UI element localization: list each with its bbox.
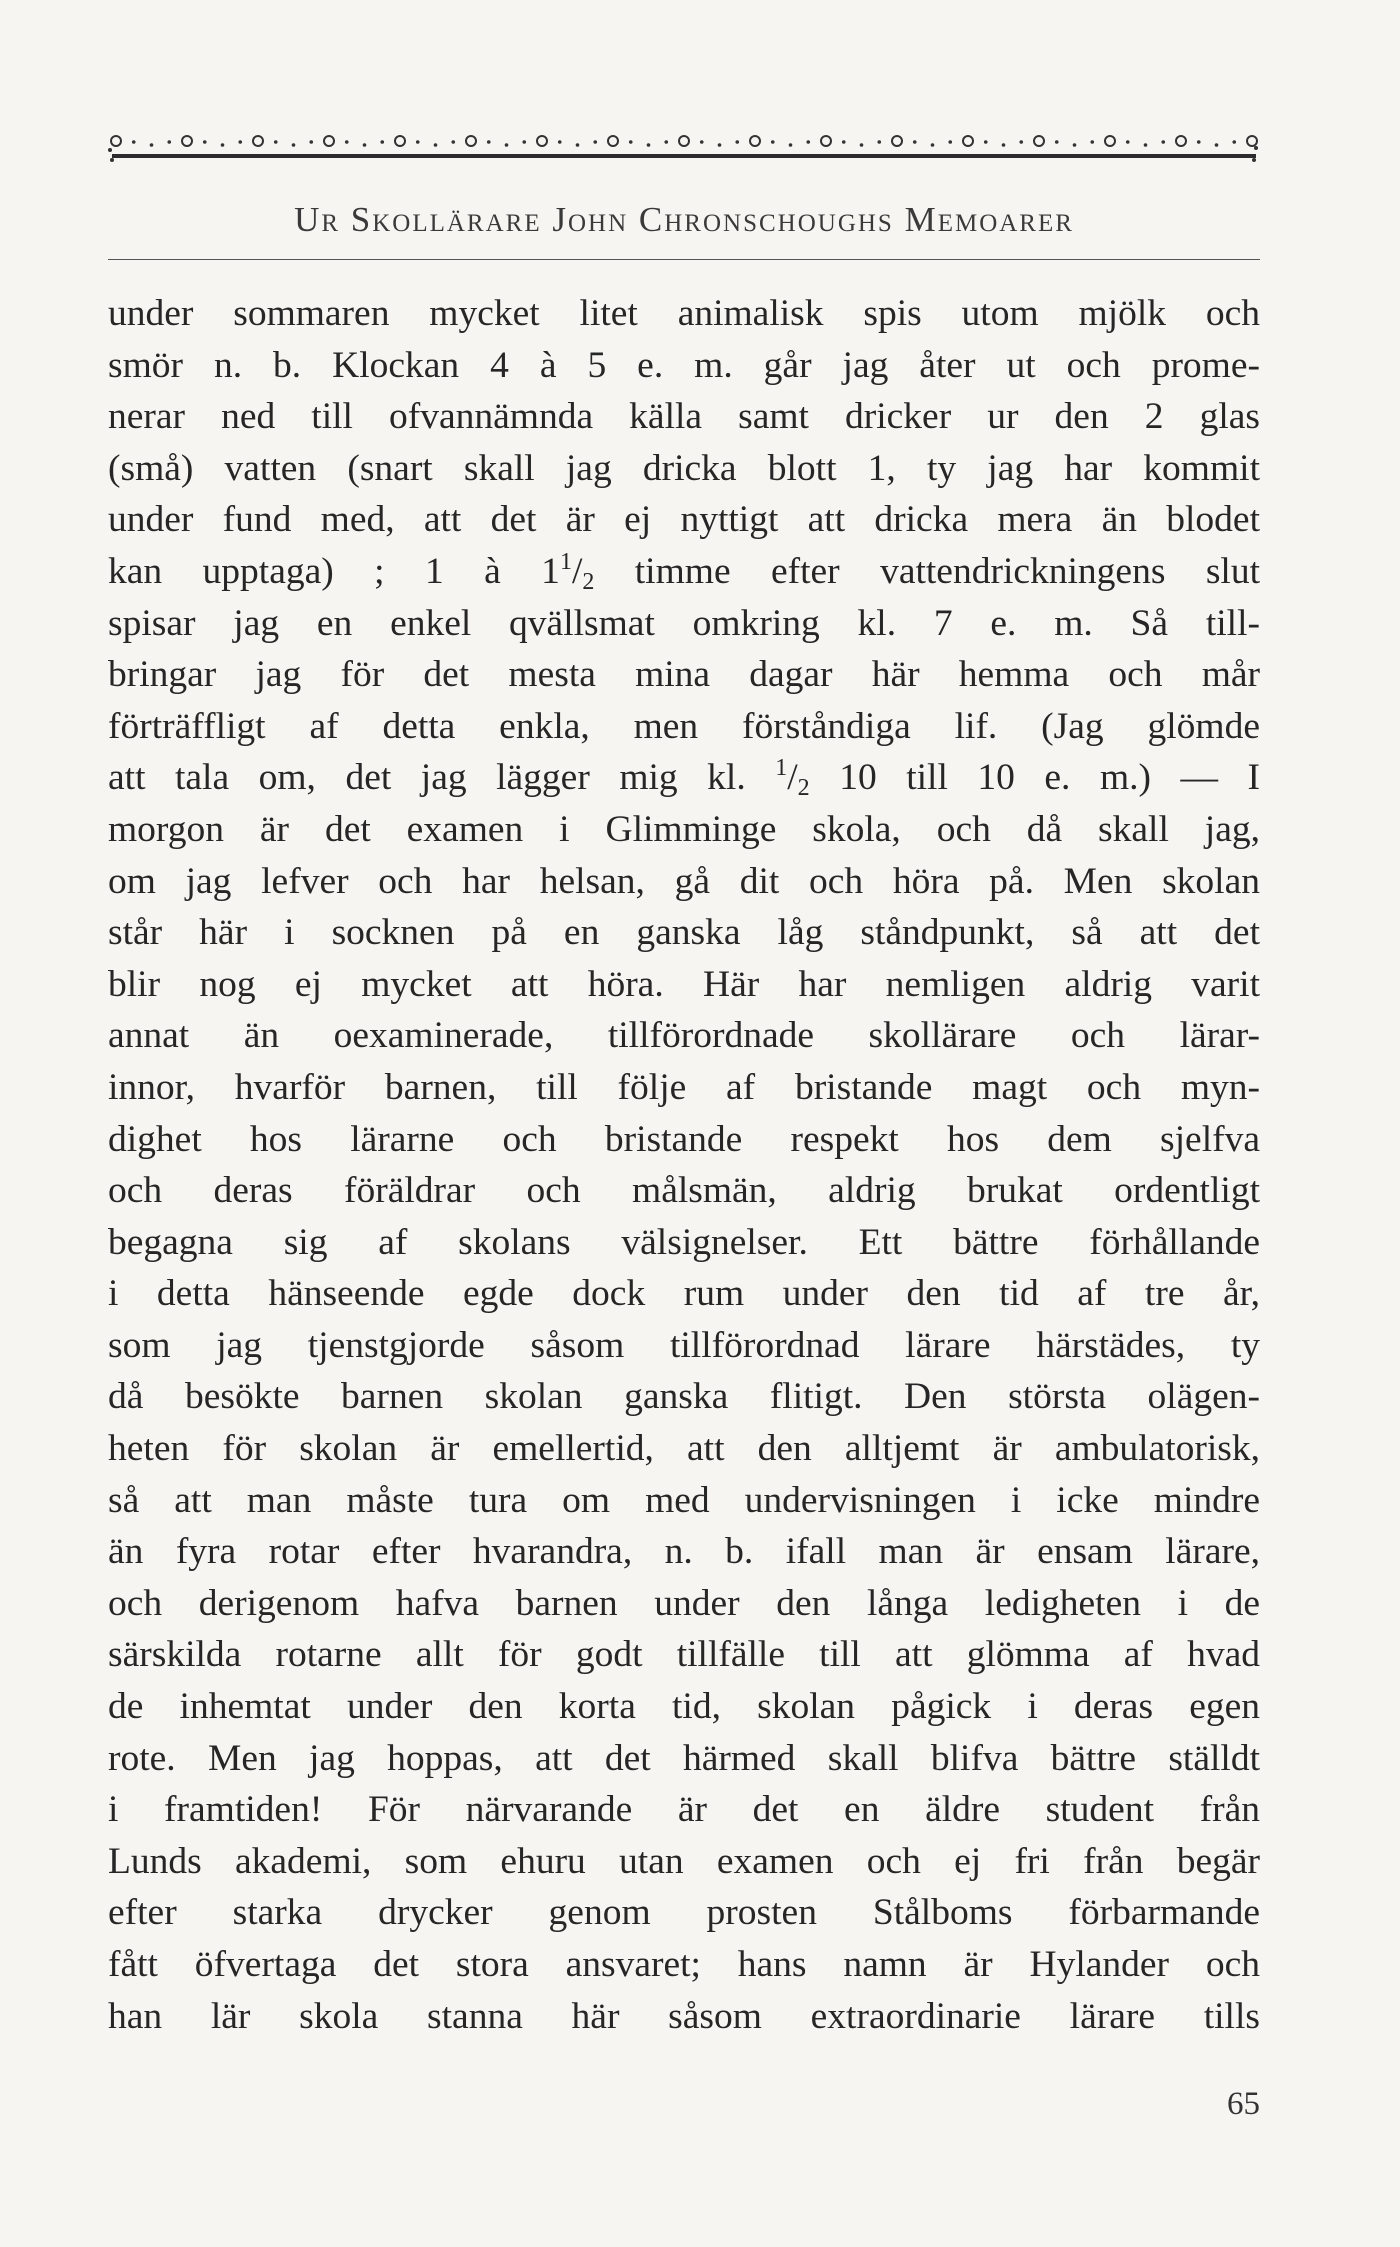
text-line [108, 1320, 1260, 1372]
ornament-dot [150, 143, 154, 147]
ornament-dot [700, 140, 704, 144]
ornament-ring [892, 136, 902, 146]
ornament-dot [984, 140, 988, 144]
ornament-corner-dot [108, 148, 112, 152]
text-line [108, 1733, 1260, 1785]
ornament-dot [345, 140, 349, 144]
ornament-dot [771, 140, 775, 144]
text-line [108, 288, 1260, 340]
text-line-content: de inhemtat under den korta tid, skolan pågick i deras egen [108, 1686, 1260, 1728]
text-line [108, 1475, 1260, 1527]
ornament-ring [608, 136, 618, 146]
text-line [108, 1114, 1260, 1166]
page-number: 65 [1227, 2086, 1260, 2122]
text-line-content: efter starka drycker genom prosten Stålboms förbarmande [108, 1892, 1260, 1934]
text-line-content: blir nog ej mycket att höra. Här har nemligen aldrig varit [108, 963, 1260, 1005]
text-line [108, 1836, 1260, 1888]
text-line [108, 649, 1260, 701]
text-line [108, 598, 1260, 650]
ornament-dot [1144, 143, 1148, 147]
ornament-dot [363, 143, 367, 147]
ornament-dot [1197, 140, 1201, 144]
text-line [108, 1268, 1260, 1320]
ornament-dot [931, 143, 935, 147]
ornament-ring [821, 136, 831, 146]
fraction-slash: / [571, 550, 583, 592]
text-line-content: begagna sig af skolans välsignelser. Ett bättre förhållande [108, 1221, 1260, 1263]
text-line-content: under sommaren mycket litet animalisk spis utom mjölk och [108, 293, 1260, 334]
text-line [108, 1165, 1260, 1217]
text-line [108, 1371, 1260, 1423]
ornament-dot [1073, 143, 1077, 147]
ornament-ring [111, 136, 121, 146]
ornament-dot [221, 143, 225, 147]
text-line-content: nerar ned till ofvannämnda källa samt dricker ur den 2 glas [108, 396, 1260, 438]
text-line-end: 10 till 10 e. m.) — I [809, 757, 1261, 799]
ornament-dot [877, 140, 881, 144]
ornament-dot [1126, 140, 1130, 144]
text-line-content: än fyra rotar efter hvarandra, n. b. ifall man är ensam lärare, [108, 1531, 1260, 1573]
text-line [108, 959, 1260, 1011]
text-line-content: heten för skolan är emellertid, att den alltjemt är ambulatorisk, [108, 1428, 1260, 1470]
fraction-denominator: 2 [582, 568, 595, 595]
ornament-dot [576, 143, 580, 147]
text-line [108, 1784, 1260, 1836]
text-line-content: då besökte barnen skolan ganska flitigt. Den största olägen- [108, 1376, 1260, 1418]
ornament-dot [1019, 140, 1023, 144]
ornament-dot [1232, 140, 1236, 144]
ornament-dot [1161, 140, 1165, 144]
text-line [108, 1578, 1260, 1630]
text-line-content: i framtiden! För närvarande är det en äldre student från [108, 1789, 1260, 1831]
ornament-corner-dot [110, 158, 114, 162]
text-line-content: står här i socknen på en ganska låg ståndpunkt, så att det [108, 912, 1260, 954]
ornament-dot [309, 140, 313, 144]
text-line-content: bringar jag för det mesta mina dagar här hemma och mår [108, 654, 1260, 696]
ornament-dot [735, 140, 739, 144]
ornament-dot [434, 143, 438, 147]
ornament-dot [1002, 143, 1006, 147]
text-line-content: i detta hänseende egde dock rum under den tid af tre år, [108, 1273, 1260, 1315]
text-line [108, 1991, 1260, 2043]
text-line-content: Lunds akademi, som ehuru utan examen och ej fri från begär [108, 1840, 1260, 1882]
ornament-ring [395, 136, 405, 146]
text-line-content: om jag lefver och har helsan, gå dit och höra på. Men skolan [108, 860, 1260, 902]
text-line-content: innor, hvarför barnen, till följe af bristande magt och myn- [108, 1066, 1260, 1108]
fraction-denominator: 2 [797, 775, 810, 802]
text-line [108, 340, 1260, 392]
ornament-dot [451, 140, 455, 144]
text-line-content: och derigenom hafva barnen under den långa ledigheten i de [108, 1582, 1260, 1624]
text-line [108, 1010, 1260, 1062]
ornament-corner-dot [1252, 158, 1256, 162]
ornament-dot [913, 140, 917, 144]
fraction-numerator: 1 [775, 755, 788, 782]
decorative-border-ornament [108, 128, 1260, 168]
text-line [108, 1939, 1260, 1991]
ornament-ring [1247, 136, 1257, 146]
text-line [108, 856, 1260, 908]
ornament-dot [842, 140, 846, 144]
ornament-dot [558, 140, 562, 144]
ornament-dot [380, 140, 384, 144]
text-line-content: särskilda rotarne allt för godt tillfälle till att glömma af hvad [108, 1634, 1260, 1676]
text-line-start: att tala om, det jag lägger mig kl. [108, 757, 776, 799]
text-line-content: dighet hos lärarne och bristande respekt hos dem sjelfva [108, 1118, 1260, 1160]
ornament-dot [718, 143, 722, 147]
text-line-start: kan upptaga) ; 1 à 1 [108, 550, 560, 592]
header-rule [108, 259, 1260, 260]
ornament-ring [324, 136, 334, 146]
ornament-ring [1105, 136, 1115, 146]
ornament-dot [132, 140, 136, 144]
text-line-content: så att man måste tura om med undervisningen i icke mindre [108, 1479, 1260, 1521]
ornament-dot [522, 140, 526, 144]
ornament-ring [466, 136, 476, 146]
ornament-dot [167, 140, 171, 144]
text-line [108, 391, 1260, 443]
ornament-dot [593, 140, 597, 144]
text-line [108, 804, 1260, 856]
ornament-dot [1055, 140, 1059, 144]
text-line [108, 494, 1260, 546]
ornament-dot [292, 143, 296, 147]
ornament-dot [664, 140, 668, 144]
ornament-dot [629, 140, 633, 144]
text-line-end: timme efter vattendrickningens slut [594, 550, 1260, 592]
text-line [108, 546, 1260, 598]
text-line [108, 1062, 1260, 1114]
text-line [108, 1217, 1260, 1269]
fraction [775, 755, 810, 802]
ornament-dot [1215, 143, 1219, 147]
ornament-ring [750, 136, 760, 146]
ornament-dot [789, 143, 793, 147]
text-line [108, 1423, 1260, 1475]
ornament-rule [112, 154, 1256, 158]
ornament-ring [1176, 136, 1186, 146]
fraction [559, 548, 595, 595]
ornament-dot [647, 143, 651, 147]
ornament-dot [860, 143, 864, 147]
text-line [108, 1681, 1260, 1733]
text-line-content: (små) vatten (snart skall jag dricka blott 1, ty jag har kommit [108, 447, 1260, 489]
text-line [108, 701, 1260, 753]
body-text [108, 288, 1260, 2042]
ornament-dot [203, 140, 207, 144]
ornament-dot [806, 140, 810, 144]
ornament-dot [487, 140, 491, 144]
fraction-numerator: 1 [559, 548, 572, 575]
text-line [108, 1629, 1260, 1681]
text-line-content: spisar jag en enkel qvällsmat omkring kl. 7 e. m. Så till- [108, 602, 1260, 644]
text-line-content: smör n. b. Klockan 4 à 5 e. m. går jag åter ut och prome- [108, 344, 1260, 386]
text-line-content: förträffligt af detta enkla, men förståndiga lif. (Jag glömde [108, 705, 1260, 747]
text-line-content: rote. Men jag hoppas, att det härmed skall blifva bättre ställdt [108, 1737, 1260, 1779]
text-line-content: som jag tjenstgjorde såsom tillförordnad lärare härstädes, ty [108, 1324, 1260, 1366]
text-line-content: annat än oexaminerade, tillförordnade skollärare och lärar- [108, 1015, 1260, 1057]
ornament-dot [274, 140, 278, 144]
running-head: Ur Skollärare John Chronschoughs Memoarer [294, 200, 1074, 239]
fraction-slash: / [787, 757, 798, 799]
ornament-corner-dot [1254, 146, 1258, 150]
ornament-dot [416, 140, 420, 144]
ornament-ring [963, 136, 973, 146]
text-line-content: morgon är det examen i Glimminge skola, och då skall jag, [108, 808, 1260, 850]
ornament-ring [1034, 136, 1044, 146]
text-line [108, 1887, 1260, 1939]
text-line-content: fått öfvertaga det stora ansvaret; hans namn är Hylander och [108, 1944, 1260, 1985]
text-line-content: under fund med, att det är ej nyttigt att dricka mera än blodet [108, 499, 1260, 541]
text-line [108, 443, 1260, 495]
ornament-ring [253, 136, 263, 146]
ornament-ring [182, 136, 192, 146]
text-line-content: han lär skola stanna här såsom extraordinarie lärare tills [108, 1995, 1260, 2037]
ornament-dot [238, 140, 242, 144]
text-line-content: och deras föräldrar och målsmän, aldrig brukat ordentligt [108, 1170, 1260, 1212]
ornament-dot [948, 140, 952, 144]
text-line [108, 1526, 1260, 1578]
text-line [108, 752, 1260, 804]
ornament-ring [537, 136, 547, 146]
ornament-dot [505, 143, 509, 147]
text-line [108, 907, 1260, 959]
ornament-dot [1090, 140, 1094, 144]
ornament-ring [679, 136, 689, 146]
